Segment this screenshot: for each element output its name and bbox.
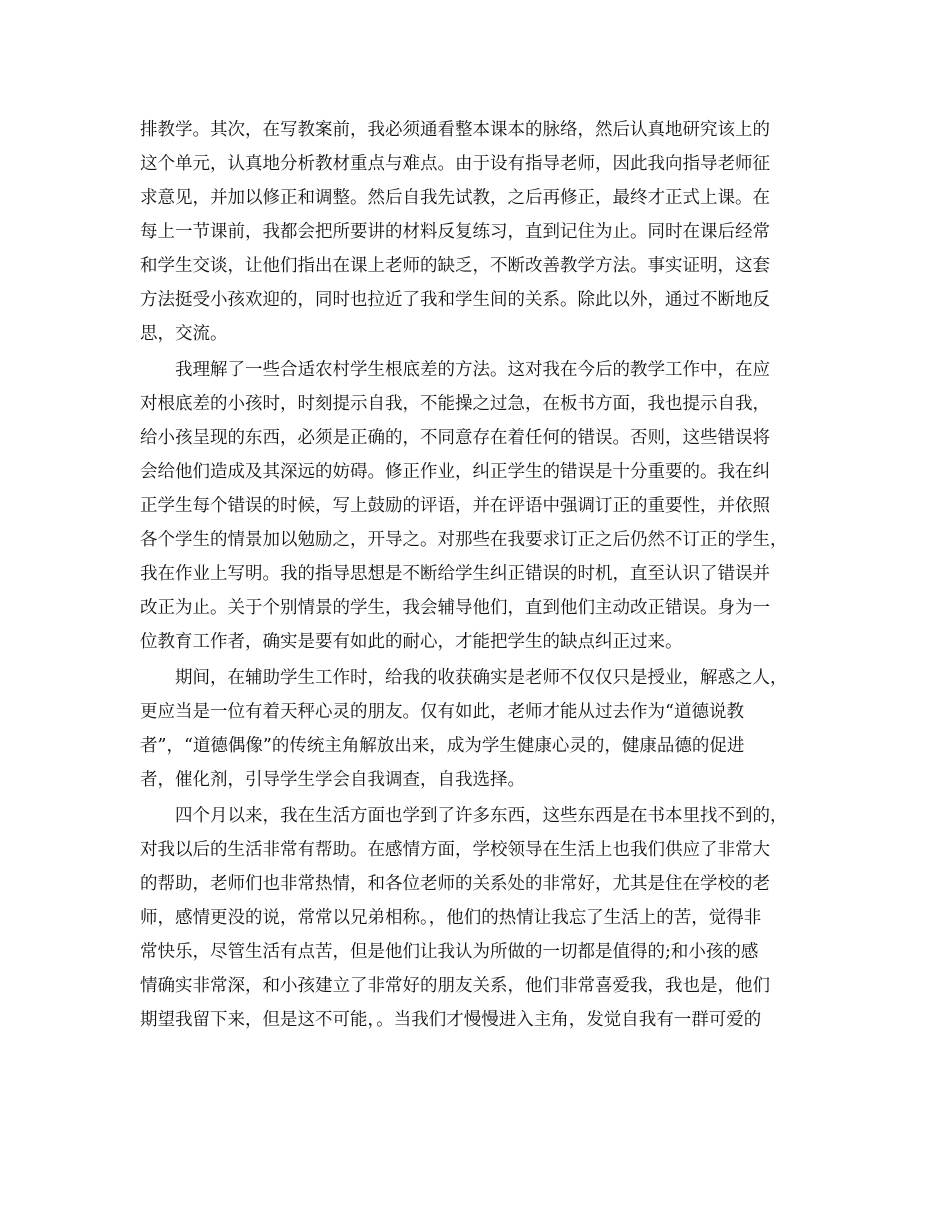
text-line: 师，感情更没的说，常常以兄弟相称。，他们的热情让我忘了生活上的苦，觉得非 — [140, 908, 762, 928]
paragraph-first-line: 期间，在辅助学生工作时，给我的收获确实是老师不仅仅只是授业，解惑之人， — [175, 668, 788, 688]
text-line: 思，交流。 — [140, 324, 228, 344]
paragraph-first-line: 我理解了一些合适农村学生根底差的方法。这对我在今后的教学工作中，在应 — [175, 360, 770, 380]
text-line: 我在作业上写明。我的指导思想是不断给学生纠正错误的时机，直至认识了错误并 — [140, 564, 770, 584]
text-line: 对我以后的生活非常有帮助。在感情方面，学校领导在生活上也我们供应了非常大 — [140, 840, 770, 860]
text-line: 每上一节课前，我都会把所要讲的材料反复练习，直到记住为止。同时在课后经常 — [140, 222, 770, 242]
text-line: 者，催化剂，引导学生学会自我调查，自我选择。 — [140, 770, 525, 790]
text-line: 者”，“道德偶像”的传统主角解放出来，成为学生健康心灵的，健康品德的促进 — [140, 736, 745, 756]
text-line: 的帮助，老师们也非常热情，和各位老师的关系处的非常好，尤其是住在学校的老 — [140, 874, 770, 894]
text-line: 常快乐，尽管生活有点苦，但是他们让我认为所做的一切都是值得的;和小孩的感 — [140, 942, 759, 962]
text-line: 各个学生的情景加以勉励之，开导之。对那些在我要求订正之后仍然不订正的学生， — [140, 530, 788, 550]
text-line: 期望我留下来，但是这不可能，。当我们才慢慢进入主角，发觉自我有一群可爱的 — [140, 1010, 762, 1030]
paragraph-first-line: 四个月以来，我在生活方面也学到了许多东西，这些东西是在书本里找不到的， — [175, 806, 788, 826]
text-line: 情确实非常深，和小孩建立了非常好的朋友关系，他们非常喜爱我，我也是，他们 — [140, 976, 770, 996]
text-line: 正学生每个错误的时候，写上鼓励的评语，并在评语中强调订正的重要性，并依照 — [140, 496, 770, 516]
text-line: 对根底差的小孩时，时刻提示自我，不能操之过急，在板书方面，我也提示自我， — [140, 394, 770, 414]
text-line: 会给他们造成及其深远的妨碍。修正作业，纠正学生的错误是十分重要的。我在纠 — [140, 462, 770, 482]
text-line: 求意见，并加以修正和调整。然后自我先试教，之后再修正，最终才正式上课。在 — [140, 188, 770, 208]
text-line: 更应当是一位有着天秤心灵的朋友。仅有如此，老师才能从过去作为“道德说教 — [140, 702, 744, 722]
text-line: 给小孩呈现的东西，必须是正确的，不同意存在着任何的错误。否则，这些错误将 — [140, 428, 770, 448]
text-line: 这个单元，认真地分析教材重点与难点。由于设有指导老师，因此我向指导老师征 — [140, 154, 770, 174]
text-line: 和学生交谈，让他们指出在课上老师的缺乏，不断改善教学方法。事实证明，这套 — [140, 256, 770, 276]
text-line: 方法挺受小孩欢迎的，同时也拉近了我和学生间的关系。除此以外，通过不断地反 — [140, 290, 770, 310]
text-line: 排教学。其次，在写教案前，我必须通看整本课本的脉络，然后认真地研究该上的 — [140, 120, 770, 140]
text-line: 位教育工作者，确实是要有如此的耐心，才能把学生的缺点纠正过来。 — [140, 632, 683, 652]
text-line: 改正为止。关于个别情景的学生，我会辅导他们，直到他们主动改正错误。身为一 — [140, 598, 770, 618]
